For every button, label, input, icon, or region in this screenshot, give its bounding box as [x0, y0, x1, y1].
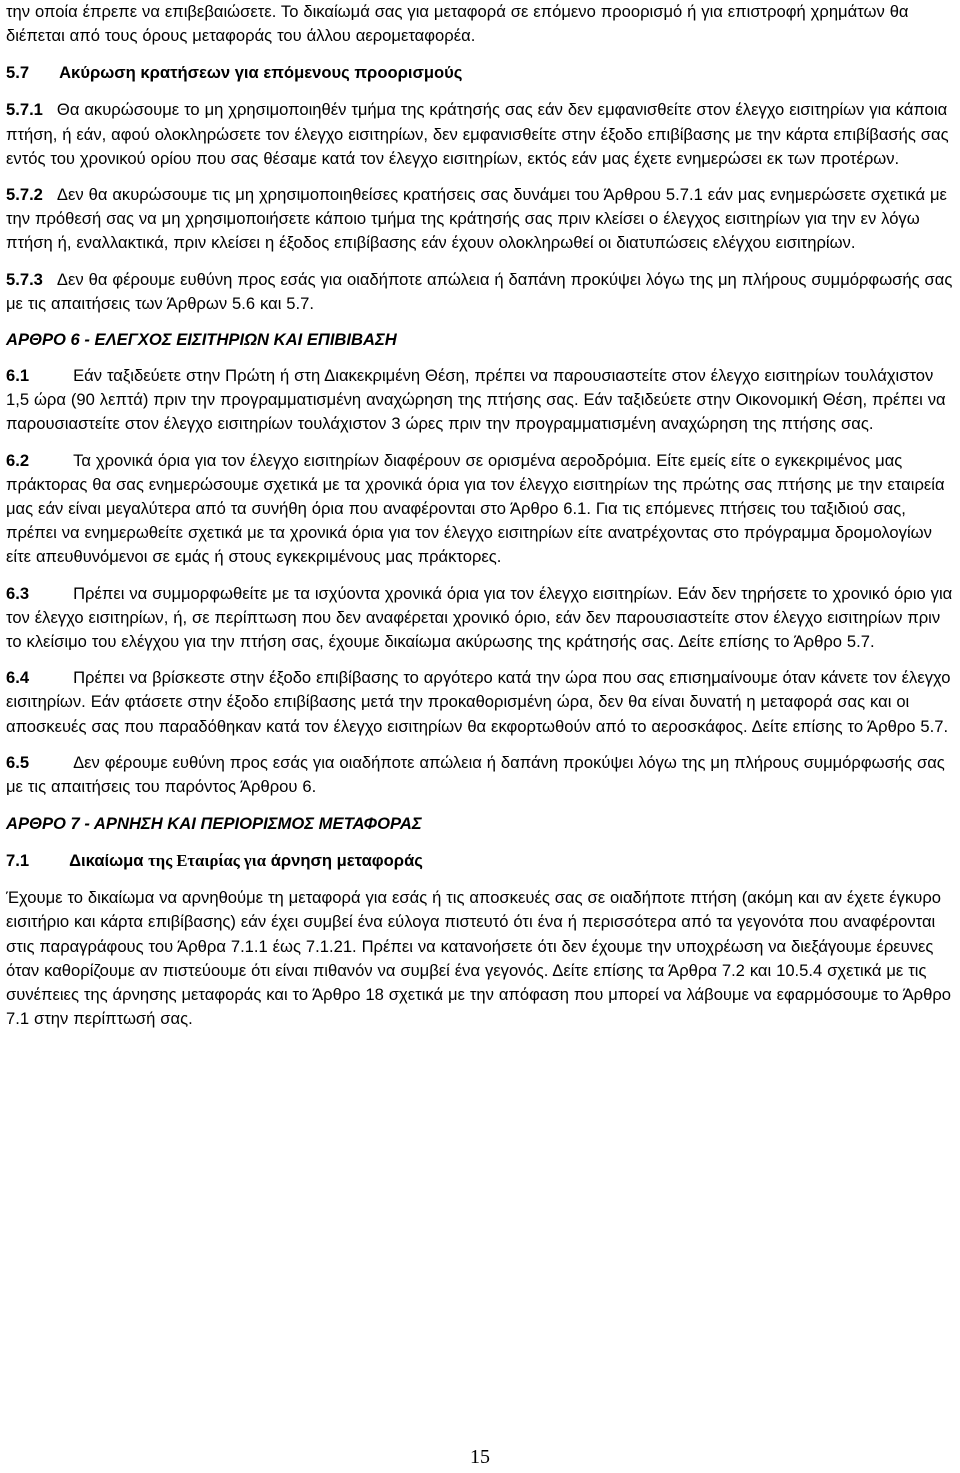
section-title-part: άρνηση μεταφοράς	[270, 851, 423, 871]
article-7-heading: ΑΡΘΡΟ 7 - ΑΡΝΗΣΗ ΚΑΙ ΠΕΡΙΟΡΙΣΜΟΣ ΜΕΤΑΦΟΡΑΣ	[6, 814, 422, 834]
section-title-part: Δικαίωμα	[69, 851, 144, 871]
section-6-3	[6, 582, 960, 655]
section-number: 5.7.1	[6, 100, 43, 120]
section-text: Πρέπει να βρίσκεστε στην έξοδο επιβίβασης το αργότερο κατά την ώρα που σας επισημαίνουμε όταν κάνετε τον έλεγχο εισιτηρίων. Εάν φτάσετε στην έξοδο επιβίβασης μετά την προκαθορισμένη ώρα, δεν θα είναι δυνατή η μεταφορά σας και οι αποσκευές σας που παραδόθηκαν κατά τον έλεγχο εισιτηρίων θα εκφορτωθούν από το αεροσκάφος. Δείτε επίσης το Άρθρο 5.7.	[6, 668, 951, 736]
section-number: 6.4	[6, 668, 30, 688]
section-number: 6.2	[6, 450, 30, 470]
section-6-4	[6, 666, 960, 739]
section-6-5	[6, 751, 960, 799]
section-number: 6.3	[6, 583, 30, 603]
section-6-1	[6, 364, 960, 437]
section-text: Δεν φέρουμε ευθύνη προς εσάς για οιαδήποτε απώλεια ή δαπάνη προκύψει λόγω της μη πλήρους συμμόρφωσής σας με τις απαιτήσεις του παρόντος Άρθρου 6.	[6, 752, 945, 797]
section-text: Εάν ταξιδεύετε στην Πρώτη ή στη Διακεκριμένη Θέση, πρέπει να παρουσιαστείτε στον έλεγχο εισιτηρίων τουλάχιστον 1,5 ώρα (90 λεπτά) πριν την προγραμματισμένη αναχώρηση της πτήσης σας. Εάν ταξιδεύετε στην Οικονομική Θέση, πρέπει να παρουσιαστείτε στον έλεγχο εισιτηρίων τουλάχιστον 3 ώρες πριν την προγραμματισμένη αναχώρηση της πτήσης σας.	[6, 366, 946, 434]
section-text: Δεν θα φέρουμε ευθύνη προς εσάς για οιαδήποτε απώλεια ή δαπάνη προκύψει λόγω της μη πλήρους συμμόρφωσής σας με τις απαιτήσεις των Άρθρων 5.6 και 5.7.	[6, 269, 953, 313]
section-number: 6.5	[6, 752, 30, 772]
section-number: 5.7.2	[6, 185, 43, 205]
article-6-heading: ΑΡΘΡΟ 6 - ΕΛΕΓΧΟΣ ΕΙΣΙΤΗΡΙΩΝ ΚΑΙ ΕΠΙΒΙΒΑΣΗ	[6, 330, 397, 350]
section-number: 5.7	[6, 63, 30, 83]
section-5-7-3	[6, 268, 960, 316]
section-text: Πρέπει να συμμορφωθείτε με τα ισχύοντα χρονικά όρια για τον έλεγχο εισιτηρίων. Εάν δεν τηρήσετε το χρονικό όριο για τον έλεγχο εισιτηρίων, ή, σε περίπτωση που δεν αναφέρεται χρονικό όριο, εάν δεν παρουσιαστείτε στον έλεγχο εισιτηρίων πριν το κλείσιμο του ελέγχου για την πτήση σας, έχουμε δικαίωμα ακύρωσης της κράτησής σας. Δείτε επίσης το Άρθρο 5.7.	[6, 583, 953, 652]
section-7-1-text: Έχουμε το δικαίωμα να αρνηθούμε τη μεταφορά για εσάς ή τις αποσκευές σας σε οιαδήποτε πτήση (ακόμη και αν έχετε έγκυρο εισιτήριο και κάρτα επιβίβασης) εάν έχει συμβεί ένα εύλογα πιστευτό ότι ένα ή περισσότερα από τα γεγονότα που αναφέρονται στις παραγράφους του Άρθρα 7.1.1 έως 7.1.21. Πρέπει να κατανοήσετε ότι δεν έχουμε την υποχρέωση να διεξάγουμε έρευνες όταν καθορίζουμε αν πιστεύουμε ότι είναι πιθανόν να συμβεί ένα γεγονός. Δείτε επίσης τα Άρθρα 7.2 και 10.5.4 σχετικά με τις συνέπειες της άρνησης μεταφοράς και το Άρθρο 18 σχετικά με την απόφαση που μπορεί να λάβουμε να εφαρμόσουμε το Άρθρο 7.1 στην περίπτωσή σας.	[6, 888, 952, 1029]
section-7-1-heading	[6, 849, 960, 873]
section-6-2	[6, 449, 960, 570]
section-5-7-heading	[6, 61, 960, 85]
section-number: 5.7.3	[6, 269, 43, 289]
intro-paragraph: την οποία έπρεπε να επιβεβαιώσετε. Το δικαίωμά σας για μεταφορά σε επόμενο προορισμό ή για επιστροφή χρημάτων θα διέπεται από τους όρους μεταφοράς του άλλου αερομεταφορέα.	[6, 2, 909, 46]
document-page	[6, 0, 960, 1032]
section-5-7-2	[6, 183, 960, 256]
section-title-part: της Εταιρίας για	[148, 851, 267, 871]
section-title: Ακύρωση κρατήσεων για επόμενους προορισμούς	[59, 63, 463, 83]
section-text: Θα ακυρώσουμε το μη χρησιμοποιηθέν τμήμα της κράτησής σας εάν δεν εμφανισθείτε στον έλεγχο εισιτηρίων για κάποια πτήση, ή εάν, αφού ολοκληρώσετε τον έλεγχο εισιτηρίων, δεν εμφανισθείτε στην έξοδο επιβίβασης με την κάρτα επιβίβασής σας εντός του χρονικού ορίου που σας θέσαμε κατά τον έλεγχο εισιτηρίων, εκτός εάν μας έχετε ενημερώσει εκ των προτέρων.	[6, 100, 949, 168]
section-number: 7.1	[6, 851, 30, 871]
page-number: 15	[470, 1446, 490, 1468]
section-text: Δεν θα ακυρώσουμε τις μη χρησιμοποιηθείσες κρατήσεις σας δυνάμει του Άρθρου 5.7.1 εάν μας ενημερώσετε σχετικά με την πρόθεσή σας να μη χρησιμοποιήσετε κάποιο τμήμα της κράτησής σας πριν κλείσει ο έλεγχος εισιτηρίων για την εν λόγω πτήση ή, εναλλακτικά, πριν κλείσει η έξοδος επιβίβασης εάν έχουν ολοκληρωθεί οι διατυπώσεις ελέγχου εισιτηρίων.	[6, 185, 947, 253]
section-number: 6.1	[6, 366, 30, 386]
section-text: Τα χρονικά όρια για τον έλεγχο εισιτηρίων διαφέρουν σε ορισμένα αεροδρόμια. Είτε εμείς είτε ο εγκεκριμένος μας πράκτορας θα σας ενημερώσουμε σχετικά με τα χρονικά όρια για τον έλεγχο εισιτηρίων της πρώτης σας πτήσης με την εταιρεία μας εάν είναι μεγαλύτερα από τα συνήθη όρια που αναφέρονται στο Άρθρο 6.1. Για τις επόμενες πτήσεις του ταξιδιού σας, πρέπει να ενημερωθείτε σχετικά με τα χρονικά όρια για τον έλεγχο εισιτηρίων είτε ανατρέχοντας στο πρόγραμμα δρομολογίων είτε απευθυνόμενοι σε εμάς ή στους εγκεκριμένους μας πράκτορες.	[6, 450, 945, 567]
section-5-7-1	[6, 98, 960, 171]
